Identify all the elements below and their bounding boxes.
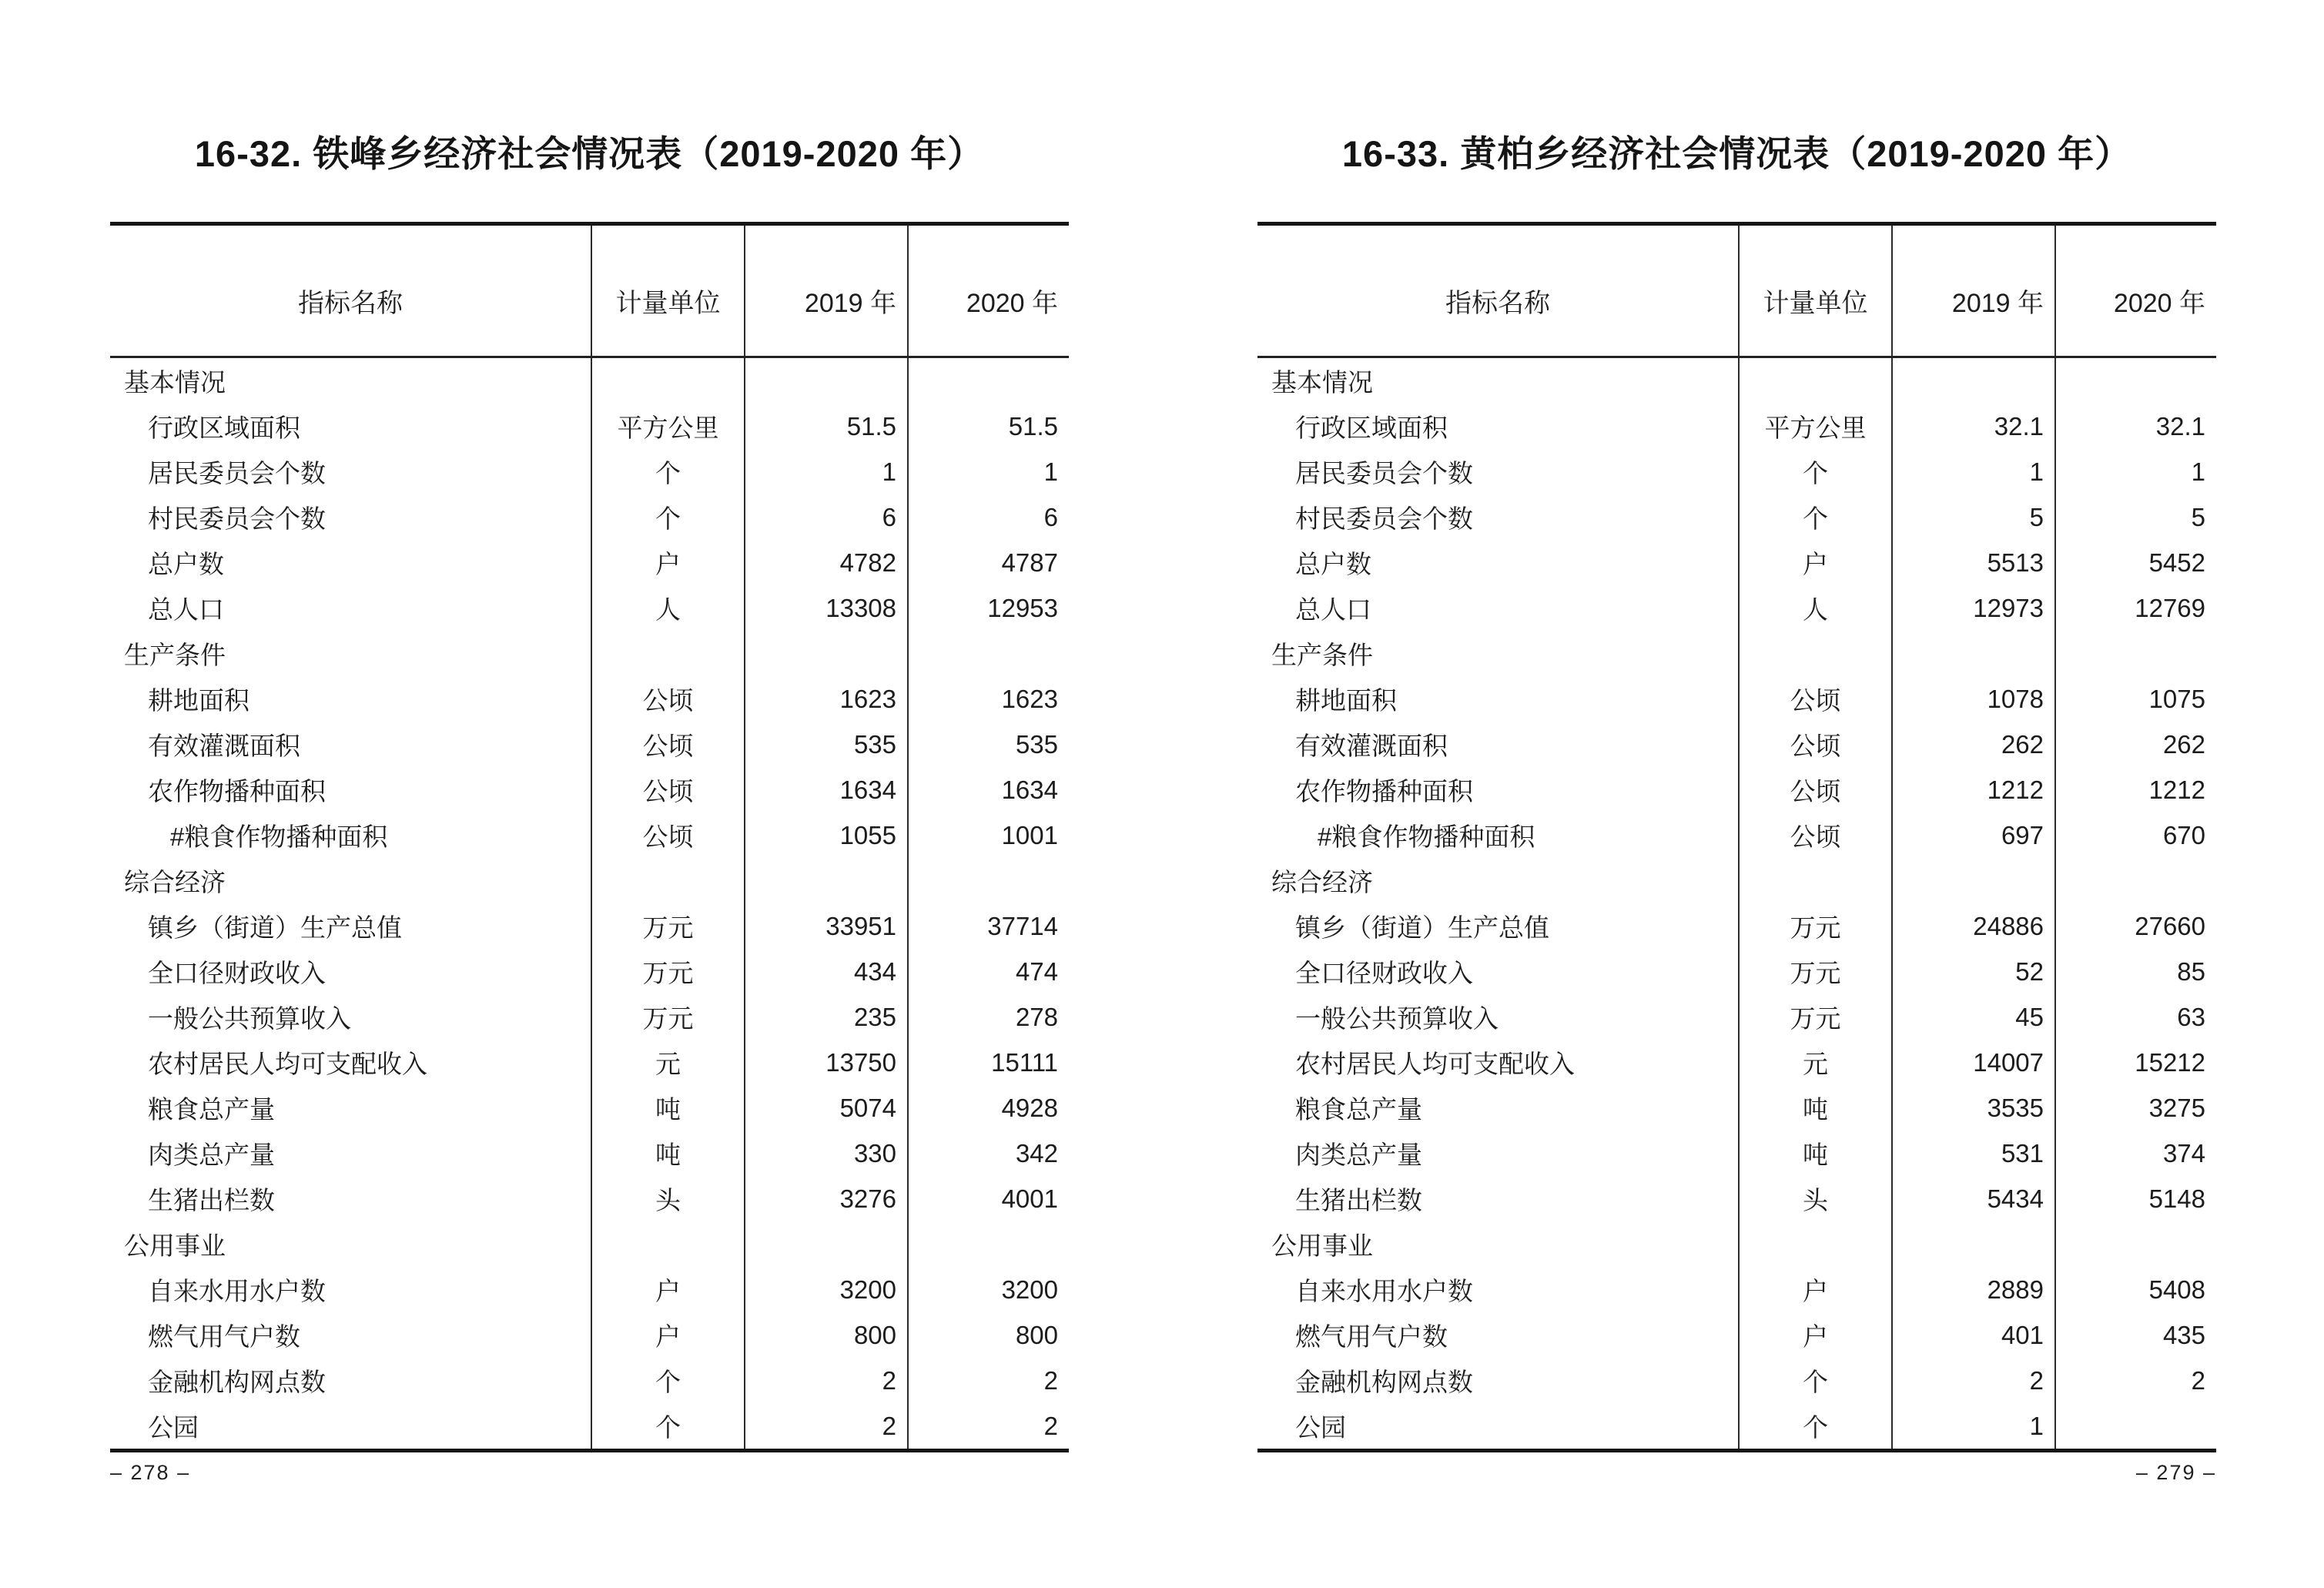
indicator-name: 镇乡（街道）生产总值 <box>1295 913 1549 942</box>
value-2019 <box>1891 358 2054 404</box>
value-2019: 32.1 <box>1891 404 2054 449</box>
value-2019: 1 <box>744 449 907 494</box>
indicator-name: 总人口 <box>148 595 224 624</box>
unit-value: 个 <box>1738 494 1891 540</box>
value-2020 <box>907 631 1069 676</box>
unit-value: 平方公里 <box>1738 404 1891 449</box>
unit-value: 吨 <box>591 1131 744 1176</box>
unit-value: 个 <box>1738 449 1891 494</box>
value-2019: 33951 <box>744 903 907 949</box>
table-row <box>1257 1131 2216 1176</box>
indicator-name: 公园 <box>148 1413 199 1442</box>
value-2020 <box>2054 631 2216 676</box>
value-2019: 531 <box>1891 1131 2054 1176</box>
value-2019: 13308 <box>744 585 907 631</box>
value-2020: 6 <box>907 494 1069 540</box>
value-2019: 235 <box>744 994 907 1040</box>
table-row <box>110 449 1069 494</box>
indicator-name: 公用事业 <box>124 1231 226 1260</box>
page-number-right: – 279 – <box>2135 1461 2216 1484</box>
unit-value <box>1738 631 1891 676</box>
indicator-name: 综合经济 <box>1271 868 1373 896</box>
value-2019: 5 <box>1891 494 2054 540</box>
unit-value: 户 <box>591 1267 744 1312</box>
table-row <box>1257 903 2216 949</box>
indicator-name: #粮食作物播种面积 <box>170 822 388 851</box>
value-2020: 1212 <box>2054 767 2216 812</box>
value-2019: 5434 <box>1891 1176 2054 1221</box>
value-2020: 12953 <box>907 585 1069 631</box>
value-2020: 342 <box>907 1131 1069 1176</box>
column-header-unit: 计量单位 <box>1738 226 1891 356</box>
value-2020: 4787 <box>907 540 1069 585</box>
indicator-name: 行政区域面积 <box>148 414 300 442</box>
value-2019 <box>1891 858 2054 903</box>
unit-value: 吨 <box>1738 1131 1891 1176</box>
table-row <box>110 994 1069 1040</box>
value-2020: 15212 <box>2054 1040 2216 1085</box>
value-2019: 5074 <box>744 1085 907 1131</box>
indicator-name: 居民委员会个数 <box>1295 459 1473 487</box>
value-2020: 2 <box>907 1403 1069 1449</box>
value-2020: 3275 <box>2054 1085 2216 1131</box>
indicator-name: 镇乡（街道）生产总值 <box>148 913 402 942</box>
unit-value: 个 <box>1738 1358 1891 1403</box>
value-2019: 24886 <box>1891 903 2054 949</box>
value-2020: 4928 <box>907 1085 1069 1131</box>
unit-value: 户 <box>591 540 744 585</box>
indicator-name: 生产条件 <box>124 641 226 669</box>
indicator-name: 燃气用气户数 <box>1295 1322 1448 1351</box>
indicator-name: 耕地面积 <box>1295 686 1397 715</box>
indicator-name: 综合经济 <box>124 868 226 896</box>
indicator-name: 生产条件 <box>1271 641 1373 669</box>
table-body <box>1257 358 2216 1452</box>
indicator-name: 粮食总产量 <box>148 1095 275 1124</box>
indicator-name: #粮食作物播种面积 <box>1318 822 1535 851</box>
indicator-name: 基本情况 <box>124 368 226 397</box>
table-row <box>1257 767 2216 812</box>
value-2020: 670 <box>2054 812 2216 858</box>
table-row <box>110 949 1069 994</box>
unit-value <box>1738 358 1891 404</box>
unit-value: 户 <box>1738 1267 1891 1312</box>
value-2019: 51.5 <box>744 404 907 449</box>
table-row <box>110 585 1069 631</box>
column-header-2020: 2020 年 <box>2054 226 2216 356</box>
value-2019: 1 <box>1891 449 2054 494</box>
table-row <box>110 1403 1069 1449</box>
unit-value: 户 <box>1738 1312 1891 1358</box>
table-row <box>1257 722 2216 767</box>
unit-value: 吨 <box>591 1085 744 1131</box>
value-2020 <box>907 358 1069 404</box>
column-header-2019: 2019 年 <box>744 226 907 356</box>
unit-value: 个 <box>591 449 744 494</box>
table-row <box>1257 494 2216 540</box>
value-2019: 1623 <box>744 676 907 722</box>
value-2020 <box>2054 1221 2216 1267</box>
unit-value: 万元 <box>591 903 744 949</box>
value-2019: 2 <box>744 1403 907 1449</box>
indicator-name: 公园 <box>1295 1413 1346 1442</box>
unit-value: 个 <box>591 494 744 540</box>
indicator-name: 农作物播种面积 <box>1295 777 1473 806</box>
value-2019: 3200 <box>744 1267 907 1312</box>
column-header-2020: 2020 年 <box>907 226 1069 356</box>
table-row <box>1257 1085 2216 1131</box>
value-2020 <box>907 1221 1069 1267</box>
table-row <box>110 1176 1069 1221</box>
indicator-name: 总户数 <box>1295 550 1371 578</box>
value-2019: 52 <box>1891 949 2054 994</box>
value-2020: 32.1 <box>2054 404 2216 449</box>
unit-value: 公顷 <box>591 722 744 767</box>
table-header-row <box>110 226 1069 358</box>
value-2019 <box>1891 631 2054 676</box>
indicator-name: 公用事业 <box>1271 1231 1373 1260</box>
table-row <box>110 1312 1069 1358</box>
value-2019 <box>744 631 907 676</box>
table-row <box>1257 949 2216 994</box>
value-2020: 5408 <box>2054 1267 2216 1312</box>
value-2019: 1078 <box>1891 676 2054 722</box>
value-2020 <box>2054 858 2216 903</box>
table-row <box>110 676 1069 722</box>
column-header-unit: 计量单位 <box>591 226 744 356</box>
section-row <box>1257 858 2216 903</box>
indicator-name: 基本情况 <box>1271 368 1373 397</box>
table-header-row <box>1257 226 2216 358</box>
unit-value: 人 <box>1738 585 1891 631</box>
value-2020: 262 <box>2054 722 2216 767</box>
unit-value <box>591 1221 744 1267</box>
value-2020: 800 <box>907 1312 1069 1358</box>
unit-value: 公顷 <box>591 812 744 858</box>
section-row <box>1257 631 2216 676</box>
value-2020: 5 <box>2054 494 2216 540</box>
value-2020: 85 <box>2054 949 2216 994</box>
table-row <box>110 903 1069 949</box>
unit-value <box>591 858 744 903</box>
page-number-left: – 278 – <box>110 1461 191 1484</box>
stat-table-left <box>110 222 1069 1452</box>
unit-value: 公顷 <box>1738 812 1891 858</box>
value-2019: 697 <box>1891 812 2054 858</box>
indicator-name: 农村居民人均可支配收入 <box>148 1050 427 1078</box>
indicator-name: 全口径财政收入 <box>1295 959 1473 987</box>
indicator-name: 粮食总产量 <box>1295 1095 1422 1124</box>
value-2020: 27660 <box>2054 903 2216 949</box>
table-row <box>1257 812 2216 858</box>
value-2019: 262 <box>1891 722 2054 767</box>
table-body <box>110 358 1069 1452</box>
value-2019: 6 <box>744 494 907 540</box>
table-row <box>1257 449 2216 494</box>
unit-value <box>591 631 744 676</box>
stat-table-right <box>1257 222 2216 1452</box>
table-row <box>1257 1403 2216 1449</box>
value-2020: 435 <box>2054 1312 2216 1358</box>
unit-value: 公顷 <box>1738 722 1891 767</box>
value-2019: 12973 <box>1891 585 2054 631</box>
unit-value: 万元 <box>1738 949 1891 994</box>
unit-value: 平方公里 <box>591 404 744 449</box>
value-2020: 3200 <box>907 1267 1069 1312</box>
table-row <box>110 404 1069 449</box>
indicator-name: 一般公共预算收入 <box>1295 1004 1499 1033</box>
table-row <box>110 1040 1069 1085</box>
value-2019: 2 <box>1891 1358 2054 1403</box>
section-row <box>110 858 1069 903</box>
indicator-name: 金融机构网点数 <box>148 1368 326 1396</box>
unit-value: 个 <box>591 1403 744 1449</box>
unit-value: 头 <box>591 1176 744 1221</box>
table-row <box>1257 1358 2216 1403</box>
table-row <box>1257 994 2216 1040</box>
value-2019: 2889 <box>1891 1267 2054 1312</box>
value-2020: 1623 <box>907 676 1069 722</box>
section-row <box>1257 358 2216 404</box>
value-2020: 1 <box>907 449 1069 494</box>
value-2019: 401 <box>1891 1312 2054 1358</box>
table-row <box>110 494 1069 540</box>
unit-value: 户 <box>591 1312 744 1358</box>
value-2020 <box>2054 358 2216 404</box>
value-2020: 1001 <box>907 812 1069 858</box>
table-row <box>1257 404 2216 449</box>
table-row <box>110 540 1069 585</box>
value-2020: 1075 <box>2054 676 2216 722</box>
value-2020: 4001 <box>907 1176 1069 1221</box>
value-2020: 1 <box>2054 449 2216 494</box>
unit-value: 个 <box>1738 1403 1891 1449</box>
table-row <box>1257 1267 2216 1312</box>
indicator-name: 肉类总产量 <box>1295 1141 1422 1169</box>
unit-value: 万元 <box>591 994 744 1040</box>
unit-value: 公顷 <box>591 676 744 722</box>
value-2019 <box>1891 1221 2054 1267</box>
unit-value: 万元 <box>591 949 744 994</box>
unit-value: 元 <box>1738 1040 1891 1085</box>
table-row <box>110 767 1069 812</box>
unit-value: 人 <box>591 585 744 631</box>
indicator-name: 有效灌溉面积 <box>148 732 300 760</box>
value-2020: 15111 <box>907 1040 1069 1085</box>
column-header-2019: 2019 年 <box>1891 226 2054 356</box>
value-2020: 278 <box>907 994 1069 1040</box>
indicator-name: 生猪出栏数 <box>148 1186 275 1214</box>
value-2019: 330 <box>744 1131 907 1176</box>
indicator-name: 肉类总产量 <box>148 1141 275 1169</box>
indicator-name: 农村居民人均可支配收入 <box>1295 1050 1575 1078</box>
unit-value <box>1738 1221 1891 1267</box>
value-2019: 1055 <box>744 812 907 858</box>
value-2019 <box>744 358 907 404</box>
indicator-name: 总户数 <box>148 550 224 578</box>
unit-value: 公顷 <box>591 767 744 812</box>
section-row <box>110 631 1069 676</box>
value-2019: 45 <box>1891 994 2054 1040</box>
table-row <box>1257 540 2216 585</box>
indicator-name: 总人口 <box>1295 595 1371 624</box>
unit-value: 户 <box>1738 540 1891 585</box>
indicator-name: 耕地面积 <box>148 686 249 715</box>
indicator-name: 有效灌溉面积 <box>1295 732 1448 760</box>
value-2020: 63 <box>2054 994 2216 1040</box>
value-2020: 2 <box>2054 1358 2216 1403</box>
unit-value: 元 <box>591 1040 744 1085</box>
table-row <box>110 1085 1069 1131</box>
unit-value: 公顷 <box>1738 767 1891 812</box>
indicator-name: 农作物播种面积 <box>148 777 326 806</box>
value-2019: 1 <box>1891 1403 2054 1449</box>
table-row <box>1257 1040 2216 1085</box>
section-row <box>110 358 1069 404</box>
section-row <box>110 1221 1069 1267</box>
table-title-left: 16-32. 铁峰乡经济社会情况表（2019-2020 年） <box>194 133 985 174</box>
indicator-name: 村民委员会个数 <box>1295 504 1473 533</box>
unit-value: 头 <box>1738 1176 1891 1221</box>
indicator-name: 金融机构网点数 <box>1295 1368 1473 1396</box>
value-2020: 474 <box>907 949 1069 994</box>
value-2019: 14007 <box>1891 1040 2054 1085</box>
value-2019 <box>744 858 907 903</box>
unit-value: 公顷 <box>1738 676 1891 722</box>
table-row <box>110 1131 1069 1176</box>
unit-value <box>1738 858 1891 903</box>
unit-value <box>591 358 744 404</box>
unit-value: 万元 <box>1738 903 1891 949</box>
value-2020: 374 <box>2054 1131 2216 1176</box>
unit-value: 个 <box>591 1358 744 1403</box>
value-2019: 2 <box>744 1358 907 1403</box>
value-2019: 434 <box>744 949 907 994</box>
value-2020: 535 <box>907 722 1069 767</box>
table-title-right: 16-33. 黄柏乡经济社会情况表（2019-2020 年） <box>1341 133 2132 174</box>
value-2019: 1634 <box>744 767 907 812</box>
value-2020: 5148 <box>2054 1176 2216 1221</box>
table-row <box>110 1267 1069 1312</box>
section-row <box>1257 1221 2216 1267</box>
table-row <box>110 722 1069 767</box>
value-2019: 4782 <box>744 540 907 585</box>
value-2020 <box>907 858 1069 903</box>
table-row <box>1257 1312 2216 1358</box>
table-row <box>110 1358 1069 1403</box>
table-row <box>110 812 1069 858</box>
value-2019: 3535 <box>1891 1085 2054 1131</box>
value-2019: 3276 <box>744 1176 907 1221</box>
value-2020: 51.5 <box>907 404 1069 449</box>
indicator-name: 居民委员会个数 <box>148 459 326 487</box>
value-2020: 1634 <box>907 767 1069 812</box>
indicator-name: 一般公共预算收入 <box>148 1004 351 1033</box>
value-2020: 12769 <box>2054 585 2216 631</box>
value-2020: 37714 <box>907 903 1069 949</box>
indicator-name: 自来水用水户数 <box>1295 1277 1473 1305</box>
unit-value: 万元 <box>1738 994 1891 1040</box>
value-2019: 535 <box>744 722 907 767</box>
column-header-indicator: 指标名称 <box>298 289 403 318</box>
indicator-name: 村民委员会个数 <box>148 504 326 533</box>
unit-value: 吨 <box>1738 1085 1891 1131</box>
indicator-name: 行政区域面积 <box>1295 414 1448 442</box>
indicator-name: 燃气用气户数 <box>148 1322 300 1351</box>
value-2019: 800 <box>744 1312 907 1358</box>
value-2019: 1212 <box>1891 767 2054 812</box>
value-2020: 5452 <box>2054 540 2216 585</box>
column-header-indicator: 指标名称 <box>1445 289 1550 318</box>
table-row <box>1257 676 2216 722</box>
value-2019 <box>744 1221 907 1267</box>
value-2020: 2 <box>907 1358 1069 1403</box>
table-row <box>1257 1176 2216 1221</box>
value-2020 <box>2054 1403 2216 1449</box>
indicator-name: 全口径财政收入 <box>148 959 326 987</box>
value-2019: 5513 <box>1891 540 2054 585</box>
indicator-name: 生猪出栏数 <box>1295 1186 1422 1214</box>
indicator-name: 自来水用水户数 <box>148 1277 326 1305</box>
table-row <box>1257 585 2216 631</box>
value-2019: 13750 <box>744 1040 907 1085</box>
